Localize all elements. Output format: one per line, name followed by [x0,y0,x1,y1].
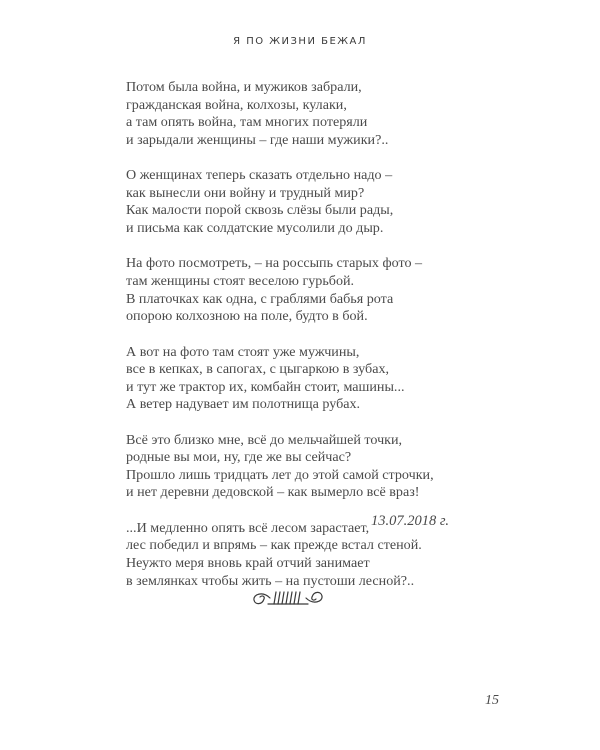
stanza [126,79,506,149]
poem-line: Как малости порой сквозь слёзы были рады, [126,202,394,219]
poem-line: и зарыдали женщины – где наши мужики?.. [126,131,389,148]
poem-line: ...И медленно опять всё лесом зарастает, [126,519,370,536]
poem-line: А вот на фото там стоят уже мужчины, [126,343,360,360]
poem-line: гражданская война, колхозы, кулаки, [126,96,347,113]
flourish-ornament-icon [250,585,326,611]
poem-line: А ветер надувает им полотнища рубах. [126,396,361,413]
poem-date: 13.07.2018 г. [371,513,449,529]
poem-line: О женщинах теперь сказать отдельно надо – [126,167,393,184]
poem-line: и письма как солдатские мусолили до дыр. [126,219,384,236]
poem-line: На фото посмотреть, – на россыпь старых фото – [126,255,423,272]
running-title: Я ПО ЖИЗНИ БЕЖАЛ [233,36,367,47]
poem-line: Прошло лишь тридцать лет до этой самой строчки, [126,466,434,483]
page-number: 15 [485,693,499,708]
poem-line: родные вы мои, ну, где же вы сейчас? [126,449,352,466]
poem-line: Неужто меря вновь край отчий занимает [126,555,370,572]
poem-line: в землянках чтобы жить – на пустоши лесной?.. [126,572,415,589]
stanza [126,255,506,325]
poem-line: Всё это близко мне, всё до мельчайшей точки, [126,431,403,448]
poem-line: как вынесли они войну и трудный мир? [126,184,365,201]
stanza [126,432,506,502]
poem-line: и нет деревни дедовской – как вымерло всё враз! [126,484,420,501]
stanza [126,167,506,237]
stanza [126,520,506,590]
poem-line: и тут же трактор их, комбайн стоит, машины... [126,378,405,395]
poem-line: а там опять война, там многих потеряли [126,114,368,131]
poem-line: Потом была война, и мужиков забрали, [126,79,362,95]
poem-line: все в кепках, в сапогах, с цыгаркою в зубах, [126,361,390,378]
stanza [126,344,506,414]
poem-line: там женщины стоят веселою гурьбой. [126,272,355,289]
poem-line: лес победил и впрямь – как прежде встал стеной. [126,537,422,554]
poem-line: В платочках как одна, с граблями бабья рота [126,290,394,307]
poem-line: опорою колхозною на поле, будто в бой. [126,308,368,325]
